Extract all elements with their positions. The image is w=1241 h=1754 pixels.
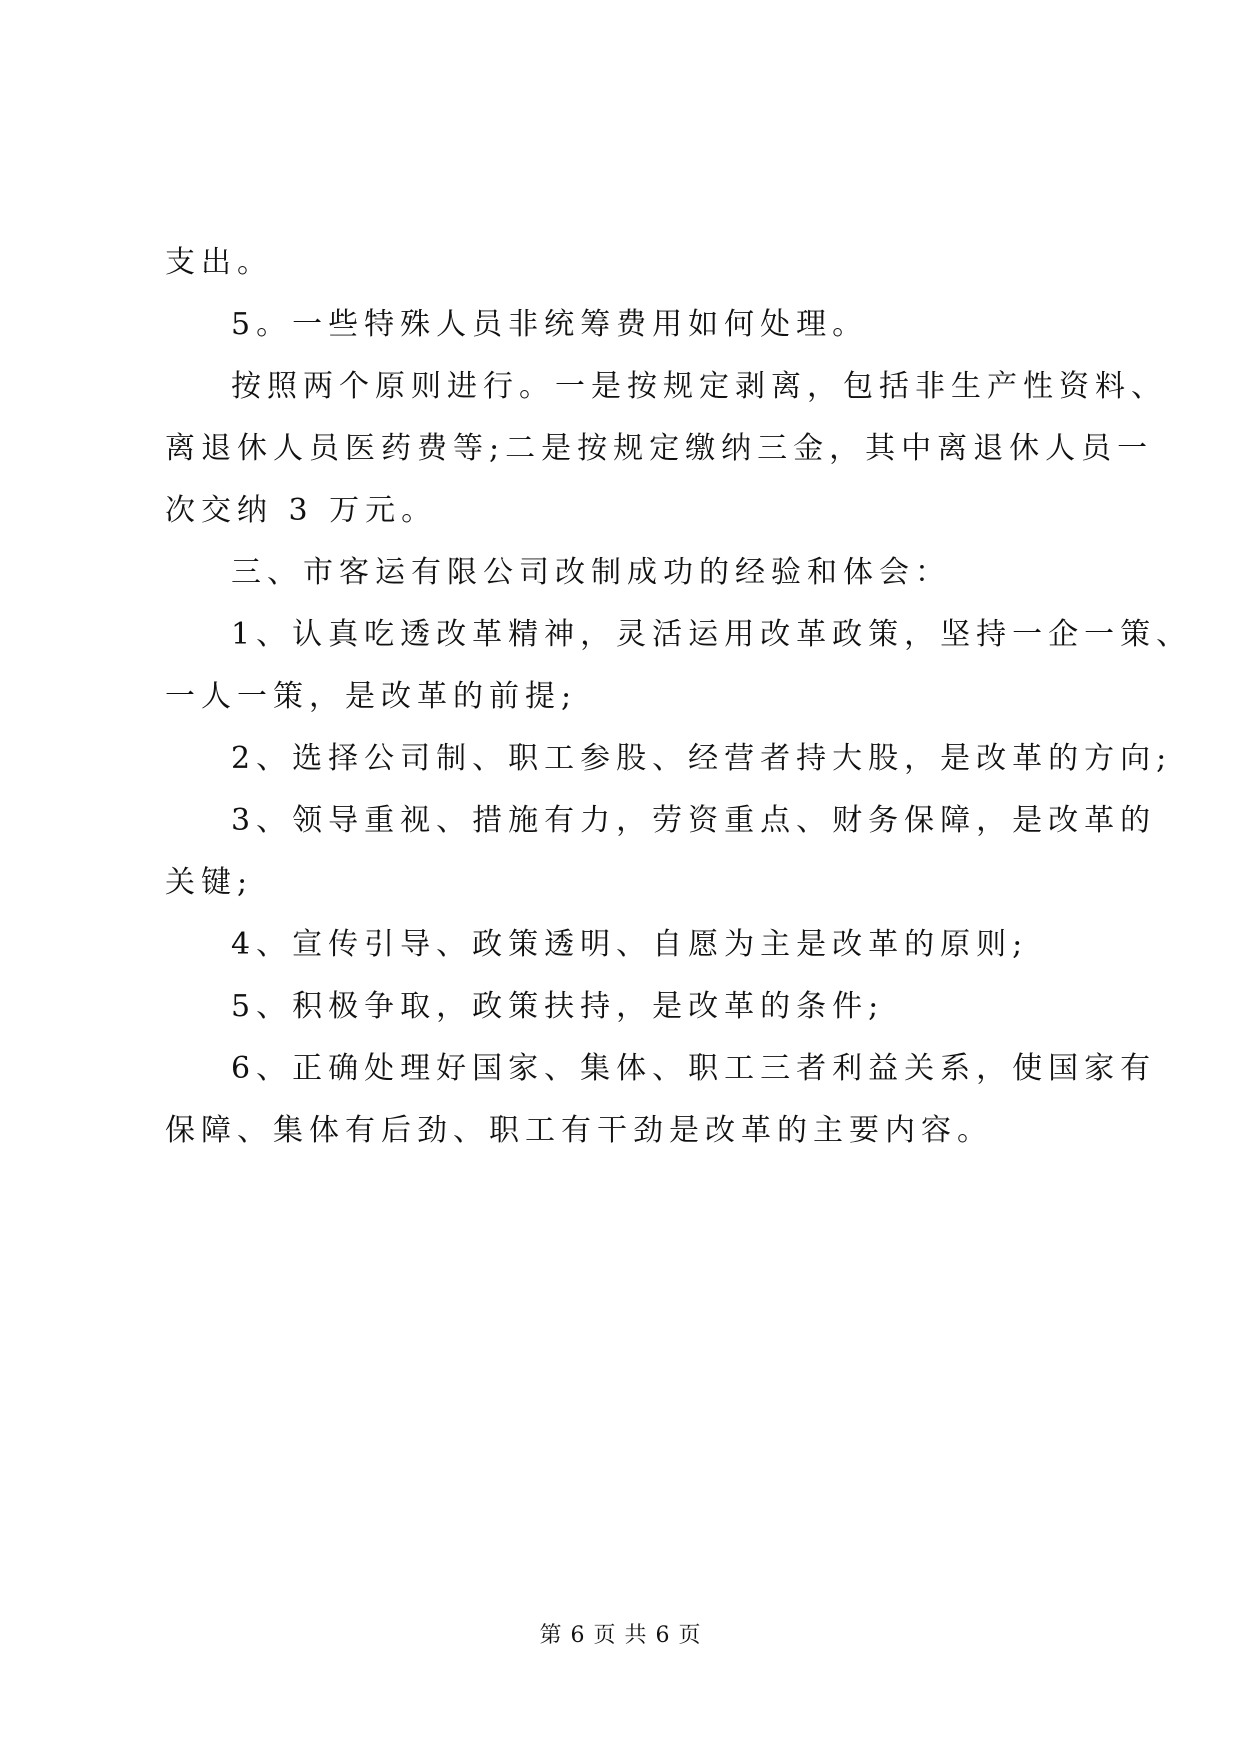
text-line-1: 支出。 <box>165 245 273 280</box>
text-line-9: 2、选择公司制、职工参股、经营者持大股，是改革的方向; <box>231 741 1173 776</box>
text-line-2: 5。一些特殊人员非统筹费用如何处理。 <box>231 307 869 342</box>
text-line-10: 3、领导重视、措施有力，劳资重点、财务保障，是改革的 <box>231 803 1157 838</box>
section-heading-experience: 三、市客运有限公司改制成功的经验和体会： <box>231 555 951 590</box>
text-line-5: 次交纳 3 万元。 <box>165 493 438 528</box>
text-line-12: 4、宣传引导、政策透明、自愿为主是改革的原则; <box>231 927 1029 962</box>
text-line-4: 离退休人员医药费等;二是按规定缴纳三金，其中离退休人员一 <box>165 431 1154 466</box>
text-line-11: 关键; <box>165 865 254 900</box>
text-line-13: 5、积极争取，政策扶持，是改革的条件; <box>231 989 885 1024</box>
document-body <box>165 232 1193 1162</box>
text-line-14: 6、正确处理好国家、集体、职工三者利益关系，使国家有 <box>231 1051 1157 1086</box>
text-line-8: 一人一策，是改革的前提; <box>165 679 578 714</box>
page-number-footer: 第 6 页 共 6 页 <box>539 1623 702 1648</box>
text-line-3: 按照两个原则进行。一是按规定剥离，包括非生产性资料、 <box>231 369 1167 404</box>
text-line-7: 1、认真吃透改革精神，灵活运用改革政策，坚持一企一策、 <box>231 617 1193 652</box>
text-line-15: 保障、集体有后劲、职工有干劲是改革的主要内容。 <box>165 1113 993 1148</box>
